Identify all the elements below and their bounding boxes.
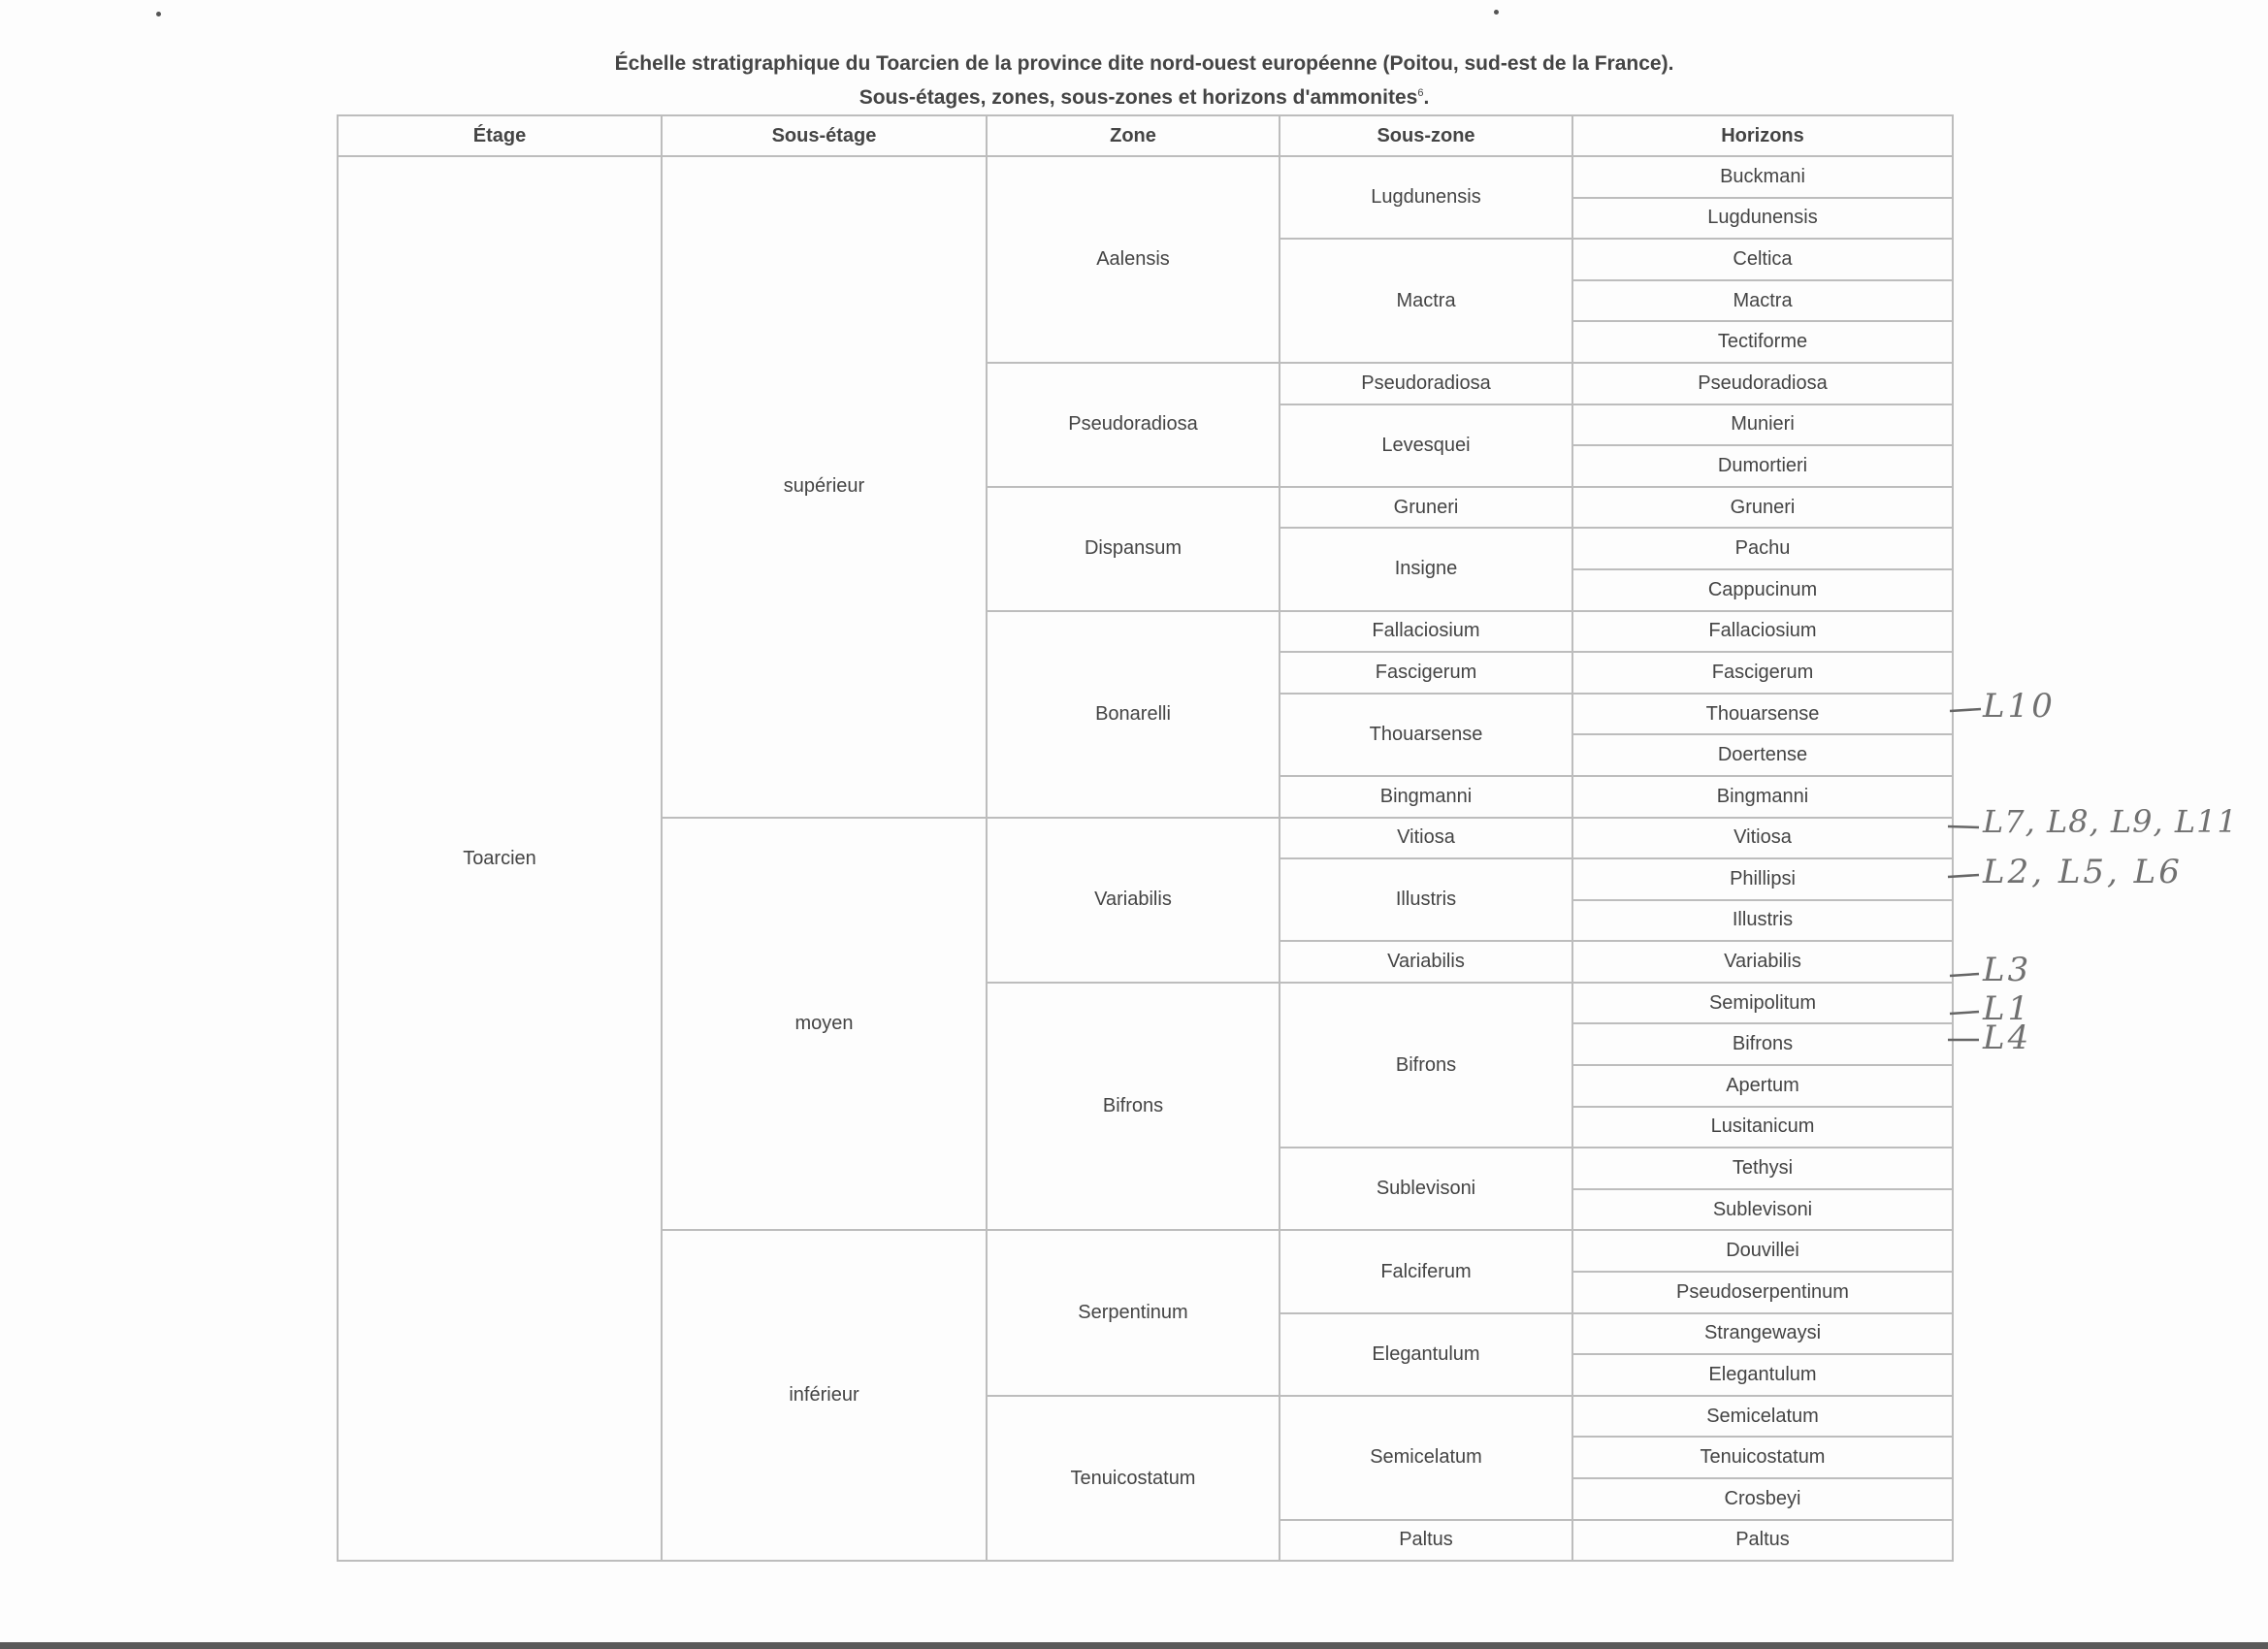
horizon-cell: Pachu (1572, 528, 1953, 569)
horizon-cell: Semicelatum (1572, 1396, 1953, 1438)
annotation-dash-l10 (1950, 709, 1981, 711)
annotation-dash-l3 (1950, 974, 1979, 976)
horizon-cell: Doertense (1572, 734, 1953, 776)
horizon-cell: Strangewaysi (1572, 1313, 1953, 1355)
horizon-cell: Thouarsense (1572, 694, 1953, 735)
horizon-cell: Tenuicostatum (1572, 1437, 1953, 1478)
sous-zone-cell: Gruneri (1280, 487, 1572, 529)
column-header-horizons: Horizons (1572, 115, 1953, 156)
horizon-cell: Buckmani (1572, 156, 1953, 198)
caption-line-2 (337, 79, 1952, 113)
zone-cell: Aalensis (987, 156, 1280, 363)
annotation-l10: L10 (1983, 687, 2056, 726)
column-header-zone: Zone (987, 115, 1280, 156)
caption-line-2-text: Sous-étages, zones, sous-zones et horizons d'ammonites (859, 86, 1418, 109)
zone-cell: Pseudoradiosa (987, 363, 1280, 487)
horizon-cell: Variabilis (1572, 941, 1953, 983)
horizon-cell: Dumortieri (1572, 445, 1953, 487)
stratigraphic-table (337, 114, 1954, 1562)
horizon-cell: Elegantulum (1572, 1354, 1953, 1396)
horizon-cell: Sublevisoni (1572, 1189, 1953, 1231)
sous-etage-cell: inférieur (662, 1230, 987, 1561)
horizon-cell: Semipolitum (1572, 983, 1953, 1024)
horizon-cell: Munieri (1572, 404, 1953, 446)
sous-zone-cell: Paltus (1280, 1520, 1572, 1562)
horizon-cell: Tethysi (1572, 1148, 1953, 1189)
footnote-mark: 6 (1417, 87, 1424, 99)
zone-cell: Bonarelli (987, 611, 1280, 818)
column-header-sous-etage: Sous-étage (662, 115, 987, 156)
horizon-cell: Fallaciosium (1572, 611, 1953, 653)
sous-zone-cell: Levesquei (1280, 404, 1572, 487)
horizon-cell: Apertum (1572, 1065, 1953, 1107)
horizon-cell: Lusitanicum (1572, 1107, 1953, 1148)
horizon-cell: Bifrons (1572, 1023, 1953, 1065)
horizon-cell: Celtica (1572, 239, 1953, 280)
horizon-cell: Lugdunensis (1572, 198, 1953, 240)
etage-cell: Toarcien (338, 156, 662, 1561)
horizon-cell: Mactra (1572, 280, 1953, 322)
annotation-l4: L4 (1983, 1018, 2032, 1057)
scan-bottom-edge (0, 1642, 2268, 1649)
zone-cell: Bifrons (987, 983, 1280, 1231)
sous-zone-cell: Falciferum (1280, 1230, 1572, 1312)
sous-zone-cell: Sublevisoni (1280, 1148, 1572, 1230)
annotation-l3: L3 (1983, 951, 2032, 989)
table-row (338, 156, 1953, 198)
sous-zone-cell: Thouarsense (1280, 694, 1572, 776)
annotation-l2-l5-l6: L2, L5, L6 (1983, 853, 2183, 891)
horizon-cell: Pseudoserpentinum (1572, 1272, 1953, 1313)
sous-zone-cell: Vitiosa (1280, 818, 1572, 859)
sous-zone-cell: Bingmanni (1280, 776, 1572, 818)
sous-zone-cell: Bifrons (1280, 983, 1572, 1148)
sous-zone-cell: Illustris (1280, 858, 1572, 941)
column-header-etage: Étage (338, 115, 662, 156)
zone-cell: Serpentinum (987, 1230, 1280, 1395)
sous-etage-cell: supérieur (662, 156, 987, 818)
horizon-cell: Fascigerum (1572, 652, 1953, 694)
horizon-cell: Pseudoradiosa (1572, 363, 1953, 404)
horizon-cell: Tectiforme (1572, 321, 1953, 363)
horizon-cell: Gruneri (1572, 487, 1953, 529)
caption-line-2-end: . (1423, 86, 1430, 109)
sous-zone-cell: Pseudoradiosa (1280, 363, 1572, 404)
annotation-l1: L1 (1983, 989, 2032, 1028)
sous-zone-cell: Fallaciosium (1280, 611, 1572, 653)
sous-zone-cell: Insigne (1280, 528, 1572, 610)
header-row (338, 115, 1953, 156)
sous-zone-cell: Elegantulum (1280, 1313, 1572, 1396)
horizon-cell: Phillipsi (1572, 858, 1953, 900)
horizon-cell: Illustris (1572, 900, 1953, 942)
zone-cell: Tenuicostatum (987, 1396, 1280, 1561)
sous-zone-cell: Mactra (1280, 239, 1572, 363)
annotation-dash-l1 (1950, 1012, 1979, 1014)
scan-speck (156, 12, 161, 16)
sous-etage-cell: moyen (662, 818, 987, 1231)
horizon-cell: Crosbeyi (1572, 1478, 1953, 1520)
annotation-l7-l8-l9-l11: L7, L8, L9, L11 (1983, 803, 2238, 840)
horizon-cell: Paltus (1572, 1520, 1953, 1562)
sous-zone-cell: Semicelatum (1280, 1396, 1572, 1520)
scan-speck (1494, 10, 1499, 15)
zone-cell: Variabilis (987, 818, 1280, 983)
horizon-cell: Vitiosa (1572, 818, 1953, 859)
zone-cell: Dispansum (987, 487, 1280, 611)
horizon-cell: Douvillei (1572, 1230, 1953, 1272)
sous-zone-cell: Fascigerum (1280, 652, 1572, 694)
caption-line-1: Échelle stratigraphique du Toarcien de la province dite nord-ouest européenne (Poitou, sud-est de la France). (614, 52, 1674, 75)
column-header-sous-zone: Sous-zone (1280, 115, 1572, 156)
horizon-cell: Bingmanni (1572, 776, 1953, 818)
sous-zone-cell: Lugdunensis (1280, 156, 1572, 239)
horizon-cell: Cappucinum (1572, 569, 1953, 611)
sous-zone-cell: Variabilis (1280, 941, 1572, 983)
table-caption (337, 48, 1952, 113)
